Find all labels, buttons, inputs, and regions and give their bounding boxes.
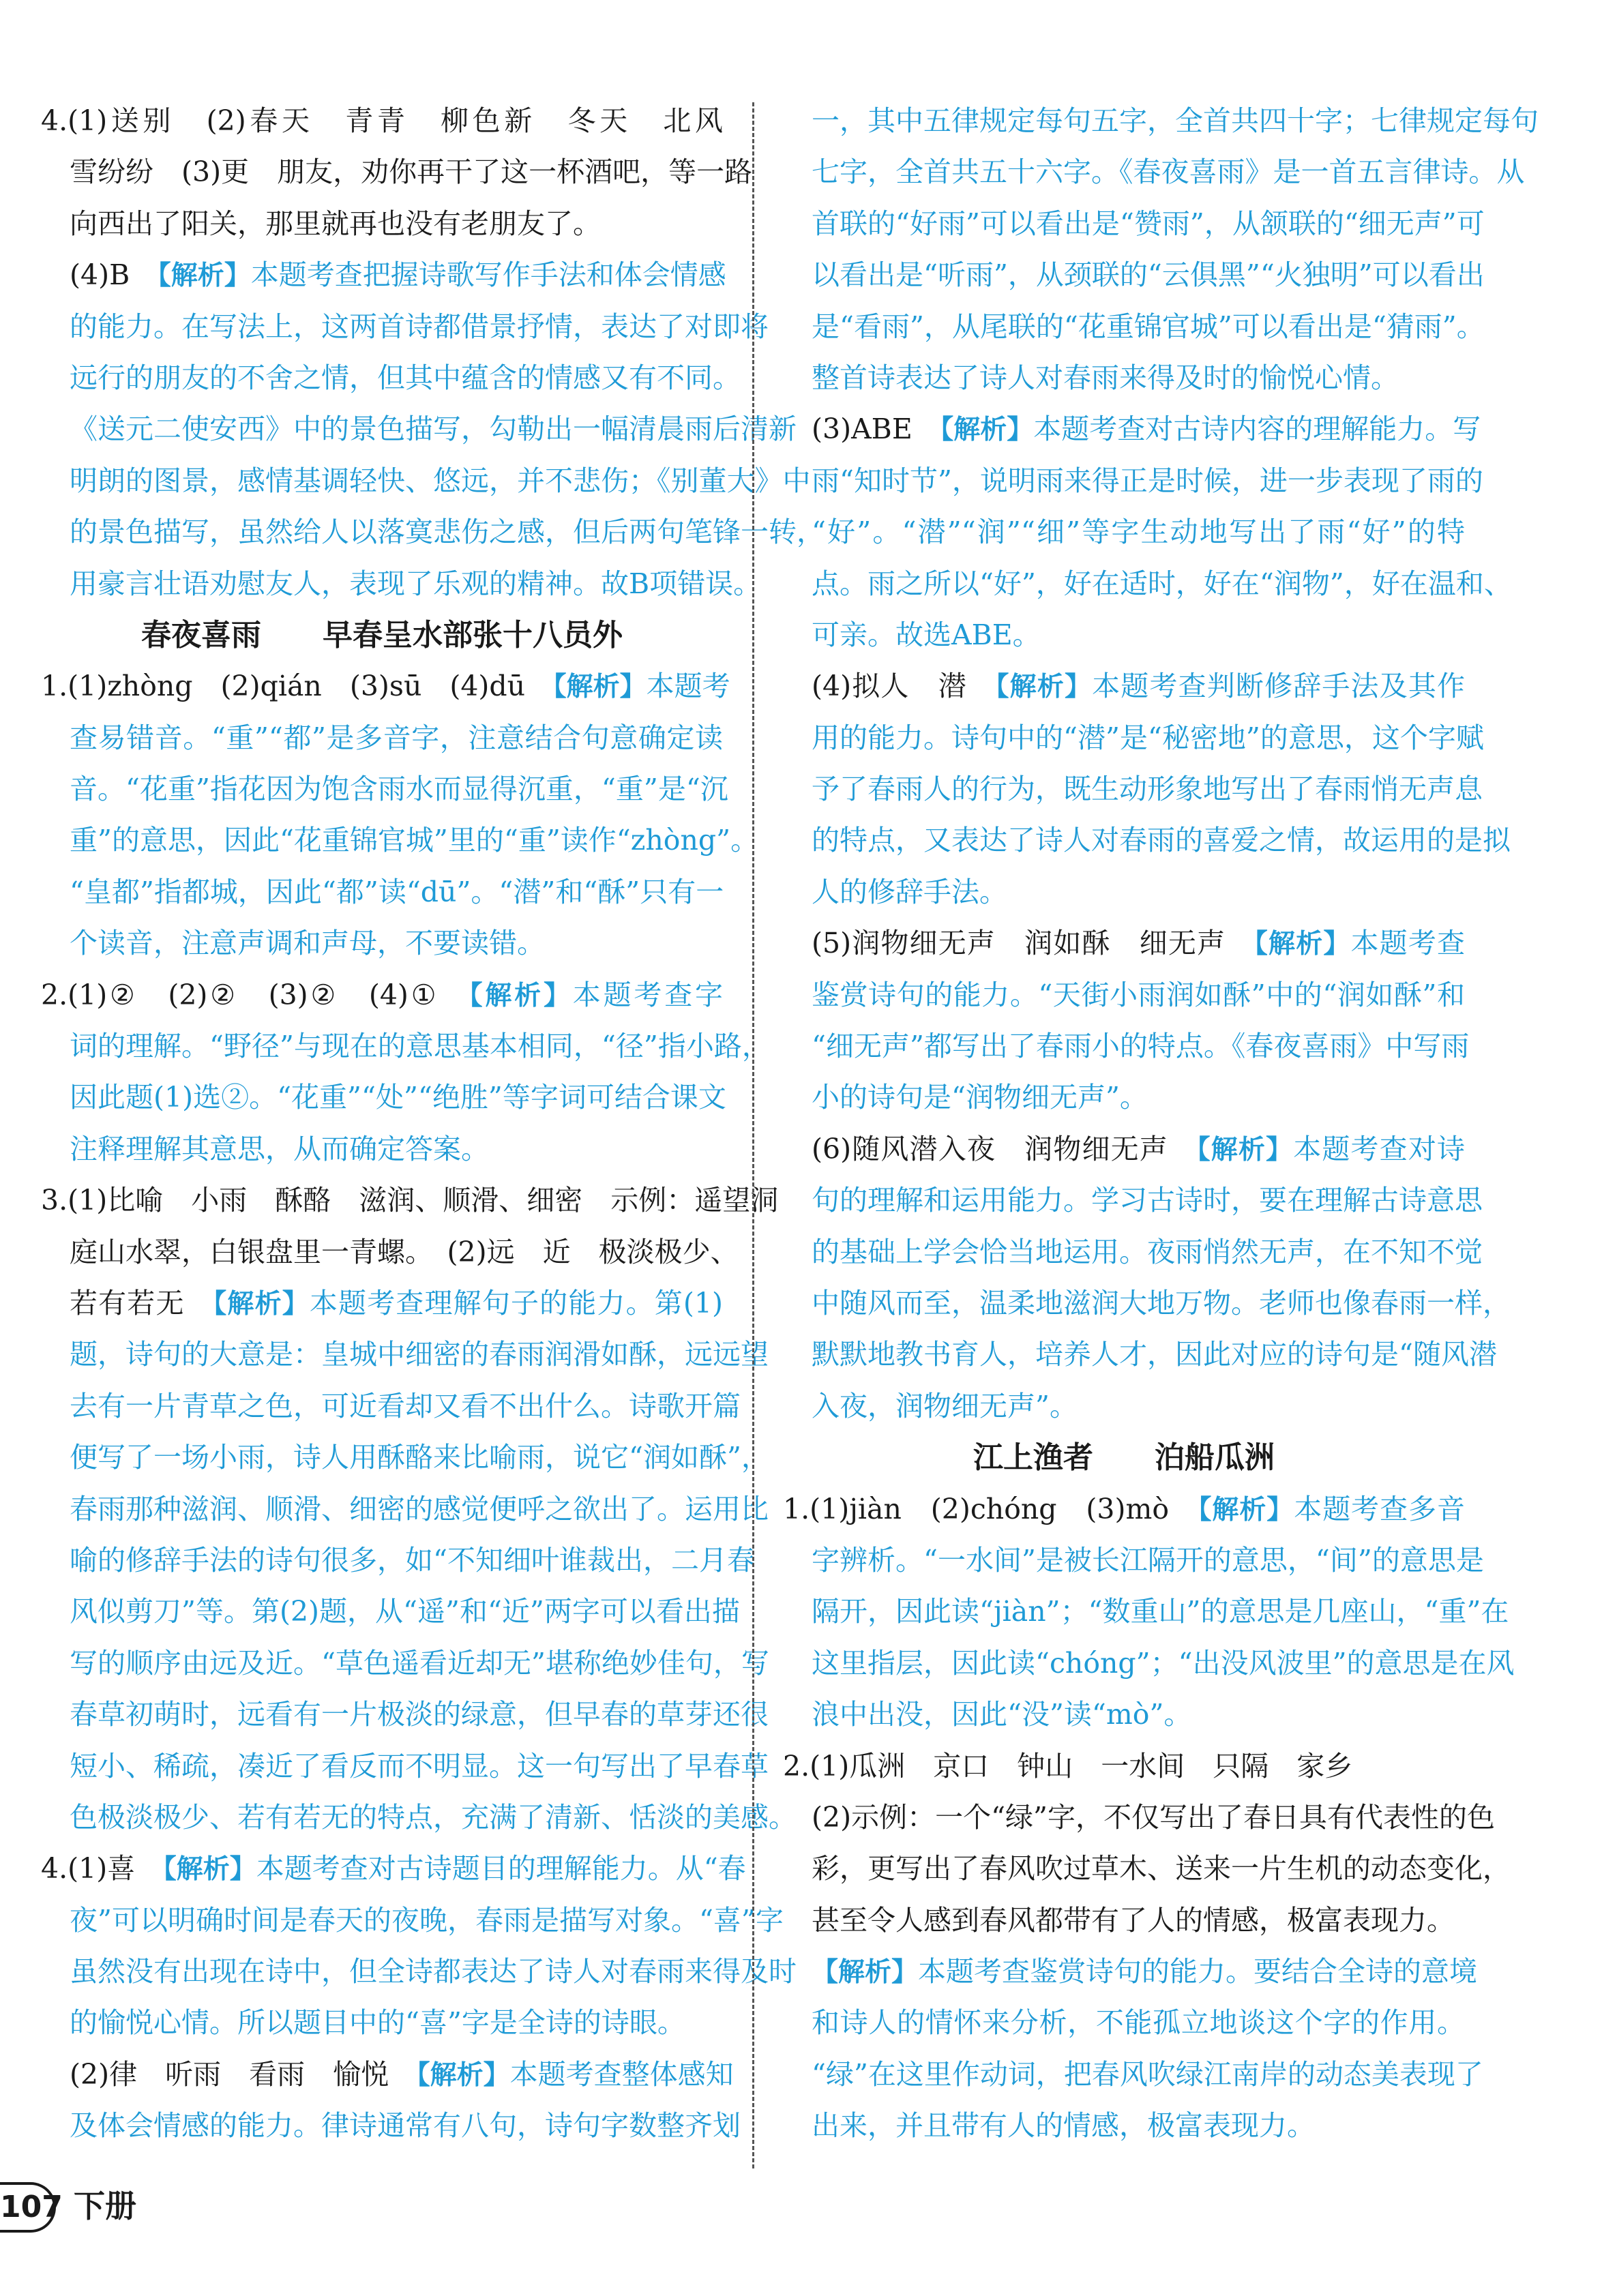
analysis-text: 明朗的图景，感情基调轻快、悠远，并不悲伤；《别董大》中 [70, 464, 811, 497]
text-line [783, 2049, 1483, 2100]
text-line [41, 1329, 769, 1380]
text-line [41, 147, 753, 198]
text-line [783, 1072, 1465, 1123]
text-line [783, 2100, 1465, 2151]
answer-text: (2)律 听雨 看雨 愉悦 [70, 2057, 417, 2091]
analysis-text: 隔开，因此读“jiàn”；“数重山”的意思是几座山，“重”在 [812, 1595, 1509, 1628]
answer-text: 1.(1)zhòng (2)qián (3)sū (4)dū [41, 670, 554, 703]
analysis-text: 本题考查理解句子的能力。第(1) [309, 1286, 723, 1320]
text-line [783, 558, 1512, 610]
text-line [41, 1535, 755, 1586]
text-line [41, 250, 726, 301]
answer-text: 泊船瓜洲 [1155, 1440, 1275, 1476]
analysis-text: 本题考查对诗 [1293, 1132, 1465, 1165]
analysis-text: 的基础上学会恰当地运用。夜雨悄然无声，在不知不觉 [812, 1235, 1483, 1268]
text-line [783, 1638, 1515, 1689]
text-line [41, 2100, 741, 2151]
analysis-text: 喻的修辞手法的诗句很多，如“不知细叶谁裁出，二月春 [70, 1543, 755, 1577]
analysis-text: 题，诗句的大意是：皇城中细密的春雨润滑如酥，远远望 [70, 1338, 769, 1371]
analysis-text: 本题考查整体感知 [509, 2057, 734, 2091]
analysis-text: 本题考查字 [572, 978, 724, 1011]
analysis-text: 本题考查 [1350, 927, 1465, 960]
analysis-text: 的特点，又表达了诗人对春雨的喜爱之情，故运用的是拟 [812, 824, 1511, 857]
analysis-text: 鉴赏诗句的能力。“天街小雨润如酥”中的“润如酥”和 [812, 978, 1465, 1011]
text-line [41, 1381, 741, 1432]
analysis-text: 词的理解。“野径”与现在的意思基本相同，“径”指小路， [70, 1030, 770, 1063]
answer-text: (6)随风潜入夜 润物细无声 [812, 1132, 1198, 1165]
analysis-text: 春雨那种滋润、顺滑、细密的感觉便呼之欲出了。运用比 [70, 1492, 769, 1525]
analysis-text: 这里指层，因此读“chóng”；“出没风波里”的意思是在风 [812, 1646, 1515, 1680]
text-line [783, 815, 1511, 866]
text-line [783, 1484, 1465, 1535]
text-line [783, 353, 1465, 404]
analysis-text: 及体会情感的能力。律诗通常有八句，诗句字数整齐划 [70, 2109, 741, 2143]
answer-text: 江上渔者 [973, 1440, 1093, 1476]
analysis-text: 浪中出没，因此“没”读“mò”。 [812, 1698, 1192, 1731]
text-line [783, 970, 1465, 1021]
text-line [41, 1072, 726, 1123]
text-line [783, 1689, 1465, 1740]
analysis-text: 本题考查鉴赏诗句的能力。要结合全诗的意境 [918, 1955, 1478, 1988]
analysis-text: 可亲。故选ABE。 [812, 618, 1041, 651]
text-line [41, 198, 723, 250]
analysis-text: 《送元二使安西》中的景色描写，勾勒出一幅清晨雨后清新 [70, 413, 797, 446]
text-line [783, 918, 1465, 969]
analysis-text: 色极淡极少、若有若无的特点，充满了清新、恬淡的美感。 [70, 1800, 797, 1834]
text-line [783, 301, 1485, 353]
text-line [41, 456, 811, 507]
text-line [783, 250, 1485, 301]
analysis-tag: 【解析】 [158, 260, 251, 292]
answer-text: 向西出了阳关，那里就再也没有老朋友了。 [70, 207, 601, 240]
answer-text: (4)B [70, 258, 158, 292]
analysis-tag: 【解析】 [996, 672, 1093, 703]
answer-text: 1.(1)jiàn (2)chóng (3)mò [783, 1492, 1198, 1525]
text-line [41, 1432, 769, 1483]
answer-text: 甚至令人感到春风都带有了人的情感，极富表现力。 [812, 1903, 1455, 1937]
analysis-text: 的愉悦心情。所以题目中的“喜”字是全诗的诗眼。 [70, 2006, 685, 2040]
analysis-text: 用的能力。诗句中的“潜”是“秘密地”的意思，这个字赋 [812, 721, 1484, 754]
analysis-text: 本题考 [646, 670, 730, 703]
answer-text: 庭山水翠，白银盘里一青螺。 (2)远 近 极淡极少、 [70, 1235, 739, 1268]
text-line [41, 867, 723, 918]
analysis-text: 用豪言壮语劝慰友人，表现了乐观的精神。故B项错误。 [70, 567, 762, 600]
text-line [41, 1124, 723, 1175]
text-line [783, 661, 1465, 712]
analysis-text: 是“看雨”，从尾联的“花重锦官城”可以看出是“猜雨”。 [812, 310, 1485, 343]
text-line [783, 1946, 1478, 1997]
text-line [41, 1843, 746, 1894]
text-line [41, 1638, 769, 1689]
text-line [41, 507, 825, 558]
text-line [783, 1741, 1465, 1792]
text-line [41, 1227, 739, 1278]
answer-text: 3.(1)比喻 小雨 酥酪 滋润、顺滑、细密 示例：遥望洞 [41, 1184, 779, 1217]
text-line [783, 713, 1484, 764]
analysis-text: 中随风而至，温柔地滋润大地万物。老师也像春雨一样， [812, 1286, 1511, 1320]
answer-text: (3)ABE [812, 413, 940, 446]
analysis-text: 夜”可以明确时间是春天的夜晚，春雨是描写对象。“喜”字 [70, 1903, 784, 1937]
analysis-text: 首联的“好雨”可以看出是“赞雨”，从颔联的“细无声”可 [812, 207, 1485, 240]
text-line [783, 1895, 1465, 1946]
analysis-text: 写的顺序由远及近。“草色遥看近却无”堪称绝妙佳句，写 [70, 1646, 769, 1680]
analysis-text: 本题考查对古诗内容的理解能力。写 [1033, 413, 1481, 446]
text-line [783, 610, 1465, 661]
section-title [783, 1432, 1465, 1483]
text-line [783, 1329, 1497, 1380]
answer-text: 2.(1)瓜洲 京口 钟山 一水间 只隔 家乡 [783, 1749, 1353, 1783]
analysis-text: 字辨析。“一水间”是被长江隔开的意思，“间”的意思是 [812, 1543, 1484, 1577]
analysis-text: 整首诗表达了诗人对春雨来得及时的愉悦心情。 [812, 361, 1399, 394]
analysis-text: 七字，全首共五十六字。《春夜喜雨》是一首五言律诗。从 [812, 155, 1525, 189]
analysis-text: “绿”在这里作动词，把春风吹绿江南岸的动态美表现了 [812, 2057, 1483, 2091]
text-line [41, 2049, 734, 2100]
analysis-text: 春草初萌时，远看有一片极淡的绿意，但早春的草芽还很 [70, 1698, 769, 1731]
analysis-tag: 【解析】 [163, 1854, 256, 1885]
text-line [41, 661, 730, 712]
analysis-text: 便写了一场小雨，诗人用酥酪来比喻雨，说它“润如酥”， [70, 1441, 769, 1474]
text-line [783, 1124, 1465, 1175]
text-line [783, 507, 1465, 558]
analysis-text: 查易错音。“重”“都”是多音字，注意结合句意确定读 [70, 721, 723, 754]
text-line [41, 301, 769, 353]
answer-text: (4)拟人 潜 [812, 670, 996, 703]
analysis-text: 句的理解和运用能力。学习古诗时，要在理解古诗意思 [812, 1184, 1483, 1217]
analysis-text: 本题考查把握诗歌写作手法和体会情感 [250, 258, 726, 292]
text-line [41, 1792, 797, 1843]
text-line [41, 1997, 723, 2048]
text-line [783, 1278, 1511, 1329]
text-line [783, 1843, 1511, 1894]
text-line [41, 815, 759, 866]
analysis-text: 风似剪刀”等。第(2)题，从“遥”和“近”两字可以看出描 [70, 1595, 740, 1628]
text-line [783, 867, 1465, 918]
analysis-tag: 【解析】 [812, 1957, 919, 1988]
analysis-text: 人的修辞手法。 [812, 875, 1007, 908]
text-line [783, 147, 1525, 198]
analysis-tag: 【解析】 [417, 2059, 510, 2091]
answer-text: 彩，更写出了春风吹过草木、送来一片生机的动态变化， [812, 1852, 1511, 1885]
answer-text: (5)润物细无声 润如酥 细无声 [812, 927, 1255, 960]
analysis-text: 因此题(1)选②。“花重”“处”“绝胜”等字词可结合课文 [70, 1081, 726, 1114]
text-line [41, 1586, 740, 1637]
analysis-text: 远行的朋友的不舍之情，但其中蕴含的情感又有不同。 [70, 361, 741, 394]
analysis-text: 雨“知时节”，说明雨来得正是时候，进一步表现了雨的 [812, 464, 1483, 497]
analysis-text: 去有一片青草之色，可近看却又看不出什么。诗歌开篇 [70, 1389, 741, 1422]
text-line [41, 404, 797, 455]
answer-text: 4.(1)送别 (2)春天 青青 柳色新 冬天 北风 [41, 104, 723, 137]
text-line [783, 95, 1539, 147]
analysis-text: 小的诗句是“润物细无声”。 [812, 1081, 1148, 1114]
analysis-tag: 【解析】 [469, 980, 573, 1011]
text-line [41, 970, 723, 1021]
text-line [783, 1175, 1483, 1226]
text-line [41, 1278, 723, 1329]
analysis-tag: 【解析】 [1254, 929, 1351, 960]
analysis-text: “好”。“潜”“润”“细”等字生动地写出了雨“好”的特 [812, 516, 1465, 549]
analysis-text: 本题考查多音 [1294, 1492, 1465, 1525]
text-line [783, 198, 1485, 250]
analysis-text: 点。雨之所以“好”，好在适时，好在“润物”，好在温和、 [812, 567, 1512, 600]
text-line [41, 1175, 779, 1226]
analysis-text: 出来，并且带有人的情感，极富表现力。 [812, 2109, 1315, 2143]
book-volume-label: 下册 [74, 2188, 136, 2224]
analysis-tag: 【解析】 [940, 415, 1034, 446]
text-line [783, 1021, 1470, 1072]
analysis-text: 和诗人的情怀来分析，不能孤立地谈这个字的作用。 [812, 2006, 1465, 2040]
analysis-text: 入夜，润物细无声”。 [812, 1389, 1078, 1422]
text-line [783, 1381, 1465, 1432]
analysis-tag: 【解析】 [1197, 1134, 1294, 1165]
text-line [783, 1586, 1509, 1637]
text-line [41, 713, 723, 764]
page-number: 107 [0, 2182, 56, 2233]
page-footer [0, 2182, 273, 2237]
analysis-text: 默默地教书育人，培养人才，因此对应的诗句是“随风潜 [812, 1338, 1497, 1371]
analysis-text: 的能力。在写法上，这两首诗都借景抒情，表达了对即将 [70, 310, 769, 343]
right-column [783, 95, 1539, 2152]
text-line [41, 1689, 769, 1740]
text-line [41, 918, 723, 969]
analysis-text: 一，其中五律规定每句五字，全首共四十字；七律规定每句 [812, 104, 1539, 137]
text-line [41, 1895, 784, 1946]
analysis-tag: 【解析】 [213, 1288, 310, 1320]
text-line [783, 456, 1483, 507]
analysis-text: 予了春雨人的行为，既生动形象地写出了春雨悄无声息 [812, 773, 1483, 806]
analysis-text: 本题考查判断修辞手法及其作 [1092, 670, 1465, 703]
answer-text: 早春呈水部张十八员外 [323, 617, 623, 653]
analysis-text: 虽然没有出现在诗中，但全诗都表达了诗人对春雨来得及时 [70, 1955, 797, 1988]
answer-text: (2)示例：一个“绿”字，不仅写出了春日具有代表性的色 [812, 1800, 1495, 1834]
text-line [783, 1792, 1495, 1843]
text-line [783, 404, 1481, 455]
text-line [783, 764, 1483, 815]
analysis-text: “细无声”都写出了春雨小的特点。《春夜喜雨》中写雨 [812, 1030, 1470, 1063]
column-divider [752, 102, 754, 2168]
analysis-text: 重”的意思，因此“花重锦官城”里的“重”读作“zhòng”。 [70, 824, 759, 857]
analysis-text: 以看出是“听雨”，从颈联的“云俱黑”“火独明”可以看出 [812, 258, 1485, 292]
answer-text: 若有若无 [70, 1286, 213, 1320]
section-title [41, 610, 723, 661]
text-line [783, 1997, 1465, 2048]
text-line [41, 353, 741, 404]
answer-text: 春夜喜雨 [141, 617, 261, 653]
analysis-text: 注释理解其意思，从而确定答案。 [70, 1132, 489, 1165]
analysis-text: 短小、稀疏，凑近了看反而不明显。这一句写出了早春草 [70, 1749, 769, 1783]
answer-text: 雪纷纷 (3)更 朋友，劝你再干了这一杯酒吧，等一路 [70, 155, 753, 189]
left-column [41, 95, 825, 2152]
analysis-text: 个读音，注意声调和声母，不要读错。 [70, 927, 545, 960]
text-line [41, 1741, 769, 1792]
analysis-text: 的景色描写，虽然给人以落寞悲伤之感，但后两句笔锋一转， [70, 516, 825, 549]
analysis-tag: 【解析】 [1198, 1494, 1294, 1525]
analysis-tag: 【解析】 [553, 672, 647, 703]
answer-text: 4.(1)喜 [41, 1852, 164, 1885]
text-line [41, 95, 723, 147]
text-line [41, 1484, 769, 1535]
text-line [783, 1227, 1483, 1278]
text-line [41, 1021, 770, 1072]
text-line [41, 764, 728, 815]
answer-text: 2.(1)② (2)② (3)② (4)① [41, 978, 470, 1011]
text-line [41, 1946, 797, 1997]
text-line [783, 1535, 1484, 1586]
text-line [41, 558, 762, 610]
analysis-text: 音。“花重”指花因为饱含雨水而显得沉重，“重”是“沉 [70, 773, 728, 806]
analysis-text: 本题考查对古诗题目的理解能力。从“春 [256, 1852, 746, 1885]
analysis-text: “皇都”指都城，因此“都”读“dū”。“潜”和“酥”只有一 [70, 875, 724, 908]
